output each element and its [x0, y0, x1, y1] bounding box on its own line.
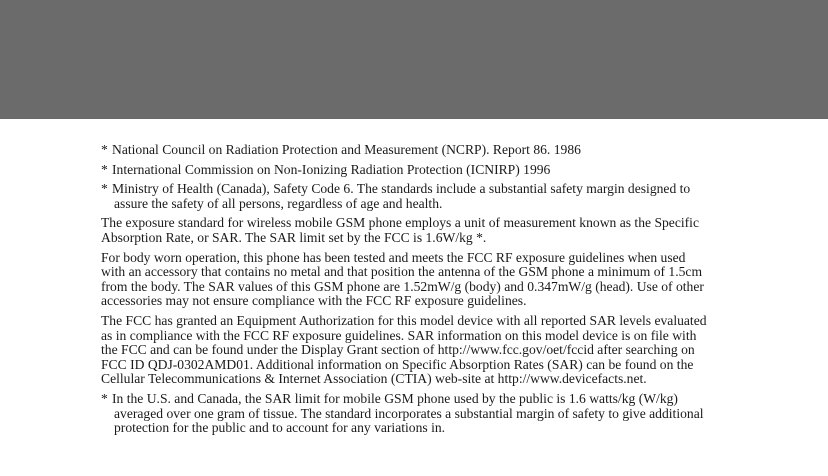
footnote-text: Ministry of Health (Canada), Safety Code 6. The standards include a substantial safety margin designed to assure the safety of all persons, regardless of age and health. — [112, 181, 691, 211]
footnote-icnirp — [101, 163, 711, 178]
footnote-text: International Commission on Non-Ionizing Radiation Protection (ICNIRP) 1996 — [112, 161, 551, 177]
footnote-text: National Council on Radiation Protection and Measurement (NCRP). Report 86. 1986 — [112, 142, 581, 157]
footnote-marker: * — [101, 390, 108, 406]
footnote-marker: * — [101, 142, 108, 157]
footnote-sar-limit — [101, 392, 711, 436]
footnote-health-canada — [101, 182, 711, 211]
footnote-marker: * — [101, 181, 108, 197]
document-body — [101, 143, 711, 441]
paragraph-body-worn: For body worn operation, this phone has been tested and meets the FCC RF exposure guidelines when used with an accessory that contains no metal and that position the antenna of the GSM phone a minimum of 1.5cm from the body. The SAR values of this GSM phone are 1.52mW/g (body) and 0.347mW/g (head). Use of other accessories may not ensure compliance with the FCC RF exposure guidelines. — [101, 249, 704, 309]
footnote-ncrp — [101, 143, 711, 158]
header-band — [0, 0, 828, 119]
footnote-marker: * — [101, 161, 108, 177]
paragraph-sar-standard: The exposure standard for wireless mobile GSM phone employs a unit of measurement known as the Specific Absorption Rate, or SAR. The SAR limit set by the FCC is 1.6W/kg *. — [101, 215, 699, 245]
paragraph-fcc-authorization: The FCC has granted an Equipment Authorization for this model device with all reported SAR levels evaluated as in compliance with the FCC RF exposure guidelines. SAR information on this model device is on file with the FCC and can be found under the Display Grant section of http://www.fcc.gov/oet/fccid after searching on FCC ID QDJ-0302AMD01. Additional information on Specific Absorption Rates (SAR) can be found on the Cellular Telecommunications & Internet Association (CTIA) web-site at http://www.devicefacts.net. — [101, 312, 707, 387]
footnote-text: In the U.S. and Canada, the SAR limit for mobile GSM phone used by the public is 1.6 watts/kg (W/kg) averaged over one gram of tissue. The standard incorporates a substantial margin of safety to give additional protection for the public and to account for any variations in. — [112, 390, 704, 436]
